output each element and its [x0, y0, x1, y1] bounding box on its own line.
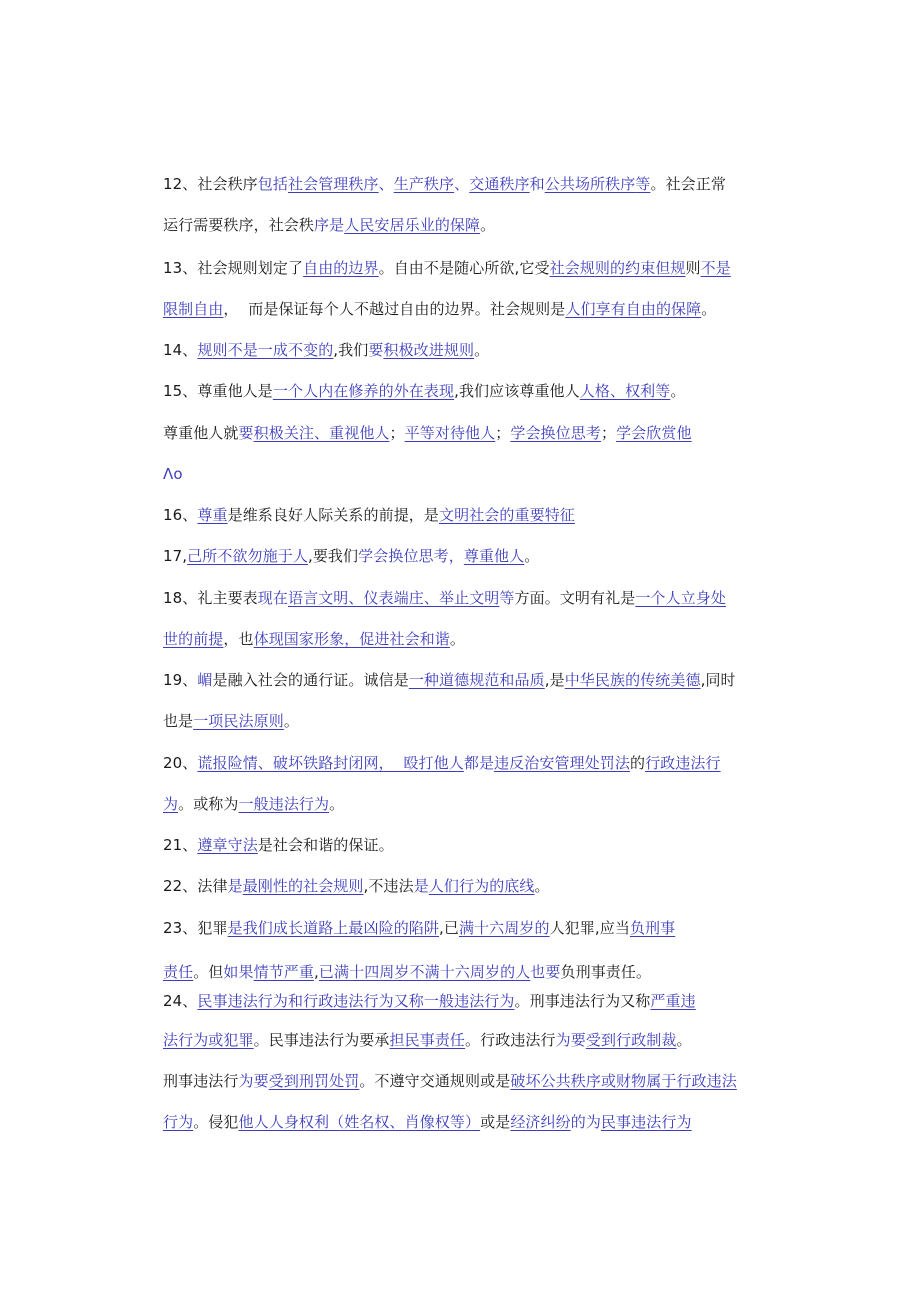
text-segment: 尊重他人就 [163, 424, 239, 442]
text-segment: 。侵犯 [193, 1113, 239, 1131]
highlighted-phrase: 限制自由 [163, 300, 224, 318]
text-segment: 方面。文明有礼是 [514, 589, 636, 607]
text-segment: 24、 [163, 992, 198, 1010]
text-line [163, 794, 344, 814]
text-line [163, 629, 465, 649]
highlighted-phrase: 情节严重 [253, 963, 315, 981]
highlighted-phrase: 世的前提 [163, 630, 224, 648]
text-segment: 的 [629, 754, 646, 772]
text-segment: ,是 [544, 671, 565, 689]
text-segment: 人犯罪,应当 [549, 919, 630, 937]
text-line [163, 753, 721, 773]
highlighted-phrase: 违反治安管理处罚法 [494, 754, 630, 772]
highlighted-phrase: 谎报险情、破坏铁路封闭网， 殴打他人 [197, 754, 464, 772]
highlighted-phrase: 学会欣赏他 [616, 424, 692, 442]
text-segment: ； [495, 424, 511, 442]
highlighted-phrase: 破坏公共秩序或财物属于行政违法 [510, 1072, 737, 1090]
highlighted-phrase: 交通秩序 [469, 175, 530, 193]
text-segment: 。 [329, 795, 345, 813]
highlighted-phrase: 行政违法行 [645, 754, 721, 772]
highlighted-phrase: 是我们成长道路上最凶险的陷阱 [227, 919, 439, 937]
text-line [163, 962, 651, 982]
highlighted-phrase: 不是 [700, 259, 731, 277]
highlighted-phrase: 满十六周岁的 [458, 919, 550, 937]
text-segment: 要 [368, 341, 384, 359]
highlighted-phrase: 人们行为的底线 [428, 877, 535, 895]
highlighted-phrase: 中华民族的传统美德 [564, 671, 701, 689]
text-line [163, 876, 550, 896]
text-segment: 都是 [463, 754, 495, 772]
text-line [163, 835, 394, 855]
text-line [163, 711, 299, 731]
text-segment: 。 [676, 1031, 692, 1049]
text-segment: 刑事违法行 [163, 1072, 239, 1090]
text-line [163, 174, 726, 194]
text-line [163, 299, 716, 319]
text-line [163, 546, 539, 566]
text-segment: 23、犯罪 [163, 919, 228, 937]
text-line [163, 381, 685, 401]
text-line [163, 464, 183, 484]
text-segment: 。 [283, 712, 299, 730]
text-segment: 为要 [555, 1031, 586, 1049]
highlighted-phrase: 人们享有自由的保障 [565, 300, 702, 318]
highlighted-phrase: 法行为或犯罪 [163, 1031, 254, 1049]
text-segment: 。 [474, 341, 490, 359]
text-segment: 。民事违法行为要承 [253, 1031, 390, 1049]
text-segment: , [314, 963, 319, 981]
text-segment: ,我们应该尊重他人 [454, 382, 580, 400]
text-segment: 。 [670, 382, 686, 400]
text-line [163, 588, 726, 608]
text-line [163, 1030, 692, 1050]
highlighted-phrase: 最刚性的社会规则 [242, 877, 364, 895]
highlighted-phrase: 已满十四周岁不满十六周岁的人 [318, 963, 531, 981]
text-segment: 序是 [314, 216, 345, 234]
text-segment: ； [600, 424, 617, 442]
text-segment: 。 [449, 630, 466, 648]
highlighted-phrase: 经济纠纷 [510, 1113, 571, 1131]
text-segment: 22、法律 [163, 877, 228, 895]
highlighted-phrase: 遵章守法 [197, 836, 258, 854]
highlighted-phrase: 文明社会的重要特征 [439, 506, 575, 524]
highlighted-phrase: 严重违 [650, 992, 696, 1010]
highlighted-phrase: 人民安居乐业的保障 [344, 216, 481, 234]
text-segment: 负刑事责任。 [560, 963, 652, 981]
text-segment: 13、社会规则划定了 [163, 259, 304, 277]
highlighted-phrase: 规则 [197, 341, 228, 359]
text-segment: 16、 [163, 506, 198, 524]
text-segment: 。 [534, 877, 550, 895]
highlighted-phrase: 民事违法行为 [600, 1113, 692, 1131]
text-segment: 。 [480, 216, 496, 234]
highlighted-phrase: 一个人内在修养的外在表现 [272, 382, 455, 400]
highlighted-phrase: 他人人身权利（姓名权、肖像权等） [238, 1113, 481, 1131]
text-line [163, 1071, 737, 1091]
highlighted-phrase: 生产秩序 [393, 175, 455, 193]
text-line [163, 215, 495, 235]
text-segment: 。不遵守交通规则或是 [359, 1072, 511, 1090]
text-segment: 也要 [530, 963, 561, 981]
text-segment: ,已 [439, 919, 459, 937]
text-segment: 。刑事违法行为又称 [514, 992, 651, 1010]
text-segment: ； [389, 424, 405, 442]
text-segment: 、 [378, 175, 394, 193]
text-segment: 则 [685, 259, 701, 277]
highlighted-phrase: 等 [635, 175, 651, 193]
highlighted-phrase: 学会换位思考 [510, 424, 601, 442]
highlighted-phrase: 体现国家形象，促进社会和谐 [253, 630, 450, 648]
text-line [163, 505, 575, 525]
highlighted-phrase: 社会管理秩序 [288, 175, 379, 193]
text-segment: 。 [701, 300, 717, 318]
text-segment: 15、尊重他人是 [163, 382, 273, 400]
text-line [163, 1112, 692, 1132]
text-segment: 包括 [257, 175, 288, 193]
text-segment: 如果 [223, 963, 254, 981]
highlighted-phrase: 为 [163, 795, 179, 813]
text-segment: 。行政违法行 [465, 1031, 556, 1049]
text-segment: 是 [227, 877, 243, 895]
highlighted-phrase: 受到行政制裁 [585, 1031, 677, 1049]
highlighted-phrase: 一种道德规范和品质 [408, 671, 545, 689]
highlighted-phrase: 尊重 [197, 506, 228, 524]
text-segment: 和 [529, 175, 545, 193]
highlighted-phrase: 一般违法行为 [238, 795, 330, 813]
text-segment: 嵋 [197, 671, 213, 689]
text-segment: 现在 [257, 589, 288, 607]
text-segment: 。但 [193, 963, 224, 981]
text-segment: 为要 [238, 1072, 269, 1090]
text-segment: ， 而是保证每个人不越过自由的边界。社会规则是 [223, 300, 566, 318]
highlighted-phrase: 尊重他人 [463, 547, 525, 565]
highlighted-phrase: 不是一成不变的 [227, 341, 334, 359]
text-segment: 18、礼主要表 [163, 589, 258, 607]
text-segment: 、 [454, 175, 470, 193]
text-segment: 的为 [570, 1113, 601, 1131]
text-segment: 要 [238, 424, 254, 442]
text-segment: 运行需要秩序，社会秩 [163, 216, 315, 234]
highlighted-phrase: 社会规则的约束但规 [549, 259, 686, 277]
text-segment: Λo [163, 465, 183, 483]
text-segment: 。社会正常 [650, 175, 726, 193]
text-segment: 。自由不是随心所欲,它受 [378, 259, 550, 277]
text-segment: 等 [499, 589, 515, 607]
text-segment: 是 [413, 877, 429, 895]
highlighted-phrase: 自由的边界 [303, 259, 379, 277]
text-line [163, 670, 736, 690]
highlighted-phrase: 担民事责任 [389, 1031, 466, 1049]
text-segment: 是维系良好人际关系的前提，是 [227, 506, 439, 524]
text-line [163, 258, 731, 278]
text-segment: ,我们 [333, 341, 369, 359]
highlighted-phrase: 积极改进规则 [383, 341, 475, 359]
text-segment: 17, [163, 547, 188, 565]
highlighted-phrase: 一个人立身处 [635, 589, 726, 607]
highlighted-phrase: 人格、权利等 [579, 382, 671, 400]
highlighted-phrase: 语言文明、仪表端庄、举止文明 [288, 589, 500, 607]
text-segment: ,同时 [700, 671, 736, 689]
text-segment: 。或称为 [178, 795, 239, 813]
text-line [163, 991, 696, 1011]
text-segment: 12、社会秩序 [163, 175, 258, 193]
highlighted-phrase: 公共场所秩序 [544, 175, 636, 193]
text-segment: ,要我们 [307, 547, 359, 565]
highlighted-phrase: 积极关注、重视他人 [253, 424, 390, 442]
highlighted-phrase: 民事违法行为和行政违法行为又称一般违法行为 [197, 992, 515, 1010]
text-line [163, 340, 489, 360]
text-segment: 20、 [163, 754, 198, 772]
text-line [163, 918, 675, 938]
text-segment: ，也 [223, 630, 254, 648]
text-segment: 21、 [163, 836, 198, 854]
text-segment: ,不违法 [363, 877, 414, 895]
text-segment: 学会换位思考， [358, 547, 464, 565]
text-segment: 也是 [163, 712, 194, 730]
text-segment: 是社会和谐的保证。 [257, 836, 394, 854]
highlighted-phrase: 平等对待他人 [404, 424, 496, 442]
text-segment: 是融入社会的通行证。诚信是 [212, 671, 409, 689]
text-segment: 14、 [163, 341, 198, 359]
highlighted-phrase: 负刑事 [629, 919, 676, 937]
highlighted-phrase: 一项民法原则 [193, 712, 284, 730]
highlighted-phrase: 行为 [163, 1113, 194, 1131]
text-line [163, 423, 692, 443]
text-segment: 。 [524, 547, 540, 565]
text-segment: 或是 [480, 1113, 511, 1131]
highlighted-phrase: 受到刑罚处罚 [268, 1072, 360, 1090]
highlighted-phrase: 责任 [163, 963, 194, 981]
text-segment: 19、 [163, 671, 198, 689]
highlighted-phrase: 己所不欲勿施于人 [187, 547, 308, 565]
